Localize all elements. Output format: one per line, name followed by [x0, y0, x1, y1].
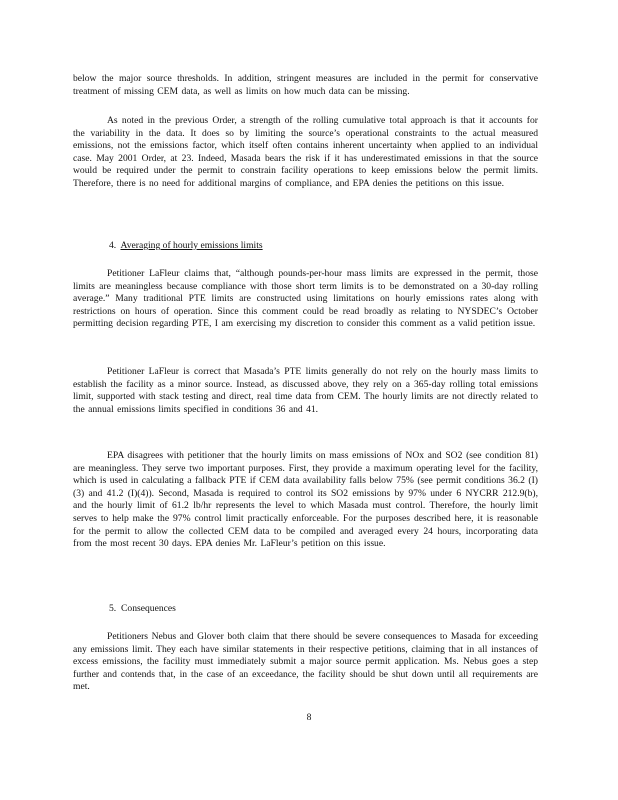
- paragraph-rolling-total: As noted in the previous Order, a strength of the rolling cumulative total approach is that it accounts for the variability in the data. It does so by limiting the source’s operational constraints to the actual measured emissions, not the emissions factor, which itself often contains inherent uncertainty when applied to an individual case. May 2001 Order, at 23. Indeed, Masada bears the risk if it has underestimated emissions in that the source would be required under the permit to constrain facility operations to keep emissions below the permit limits. Therefore, there is no need for additional margins of compliance, and EPA denies the petitions on this issue.: [73, 115, 538, 189]
- page-number: 8: [306, 712, 312, 723]
- section-heading-averaging: [109, 240, 263, 253]
- paragraph-continuation: below the major source thresholds. In addition, stringent measures are included in the permit for conservative treatment of missing CEM data, as well as limits on how much data can be missing.: [73, 73, 538, 97]
- paragraph-lafleur-correct: Petitioner LaFleur is correct that Masada’s PTE limits generally do not rely on the hourly mass limits to establish the facility as a minor source. Instead, as discussed above, they rely on a 365-day rolling total emissions limit, supported with stack testing and direct, real time data from CEM. The hourly limits are not directly related to the annual emissions limits specified in conditions 36 and 41.: [73, 366, 538, 415]
- section-heading-consequences: [109, 603, 176, 616]
- section-number: 5.: [109, 603, 117, 614]
- paragraph-epa-disagrees: EPA disagrees with petitioner that the hourly limits on mass emissions of NOx and SO2 (see condition 81) are meaningless. They serve two important purposes. First, they provide a maximum operating level for the facility, which is used in calculating a fallback PTE if CEM data availability falls below 75% (see permit conditions 36.2 (I)(3) and 41.2 (I)(4)). Second, Masada is required to control its SO2 emissions by 97% under 6 NYCRR 212.9(b), and the hourly limit of 61.2 lb/hr represents the level to which Masada must control. Therefore, the hourly limit serves to help make the 97% control limit practically enforceable. For the purposes described here, it is reasonable for the permit to allow the collected CEM data to be compiled and averaged every 24 hours, incorporating data from the most recent 30 days. EPA denies Mr. LaFleur’s petition on this issue.: [73, 450, 538, 550]
- section-title: Averaging of hourly emissions limits: [120, 240, 263, 251]
- section-title: Consequences: [121, 603, 176, 614]
- paragraph-nebus-glover: Petitioners Nebus and Glover both claim that there should be severe consequences to Masada for exceeding any emissions limit. They each have similar statements in their respective petitions, claiming that in all instances of excess emissions, the facility must immediately submit a major source permit application. Ms. Nebus goes a step further and contends that, in the case of an exceedance, the facility should be shut down until all requirements are met.: [73, 631, 538, 693]
- paragraph-lafleur-claim: Petitioner LaFleur claims that, “although pounds-per-hour mass limits are expressed in the permit, those limits are meaningless because compliance with those short term limits is to be demonstrated on a 30-day rolling average.” Many traditional PTE limits are constructed using limitations on hourly emissions rates along with restrictions on hours of operation. Since this comment could be read broadly as relating to NYSDEC’s October permitting decision regarding PTE, I am exercising my discretion to consider this comment as a valid petition issue.: [73, 268, 538, 330]
- section-number: 4.: [109, 240, 117, 251]
